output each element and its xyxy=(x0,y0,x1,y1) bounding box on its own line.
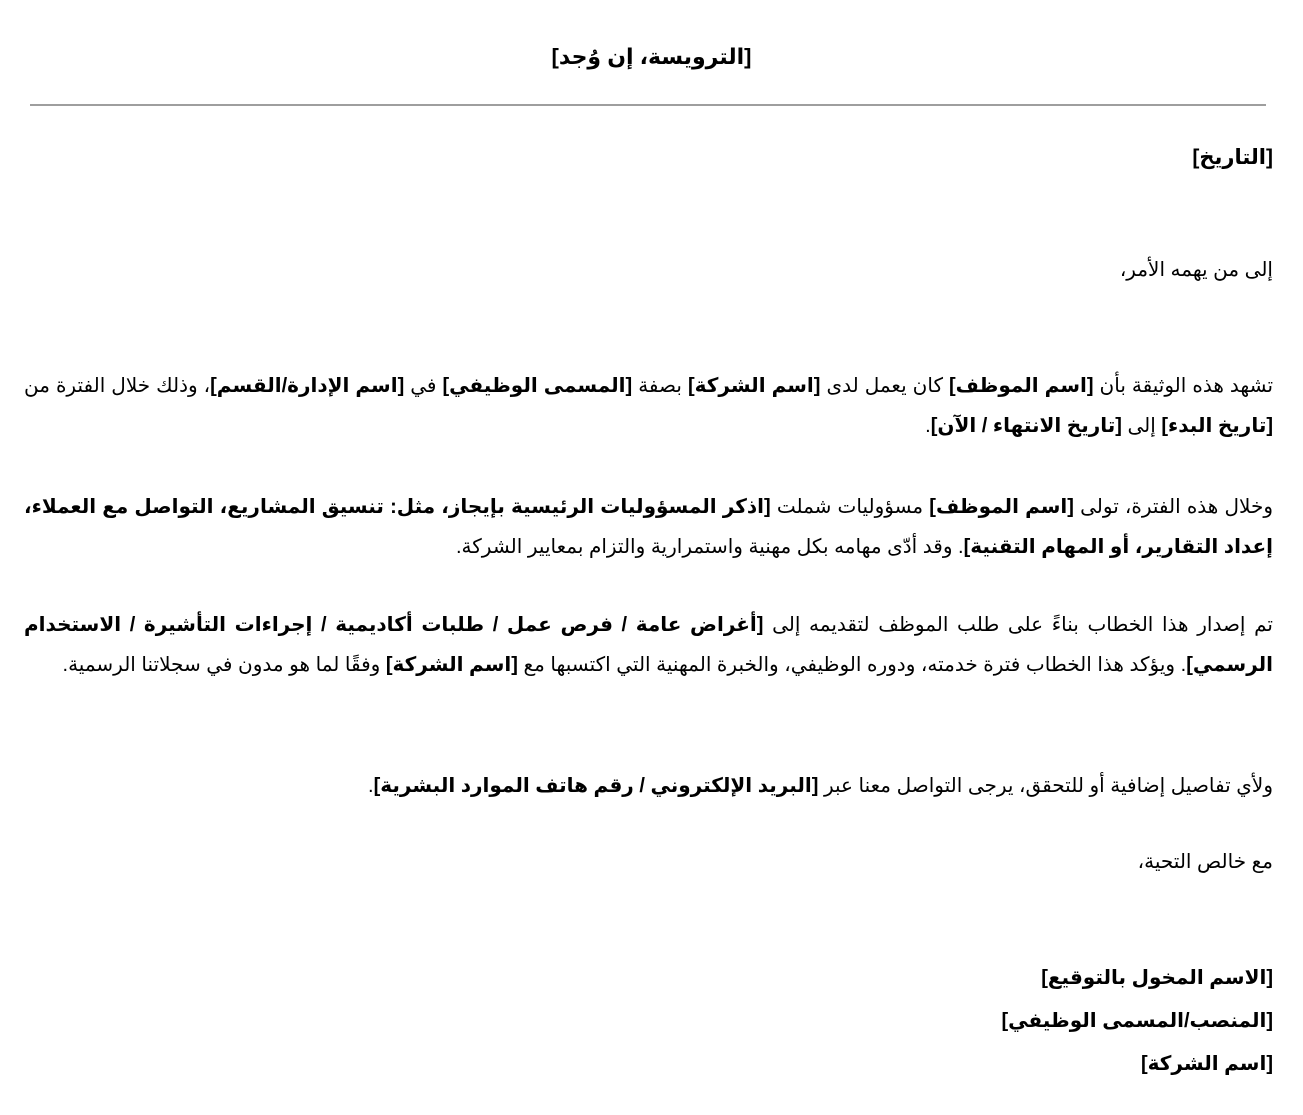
placeholder-purpose: [أغراض عامة / فرص عمل / طلبات أكاديمية / إجراءات التأشيرة / الاستخدام الرسمي] xyxy=(24,614,1273,676)
text-run: . xyxy=(368,775,374,797)
text-run: . xyxy=(925,415,931,437)
text-run: . وقد أدّى مهامه بكل مهنية واستمرارية والتزام بمعايير الشركة. xyxy=(456,536,964,558)
paragraph-contact xyxy=(24,766,1273,806)
paragraph-employment xyxy=(24,366,1273,446)
placeholder-hr-contact: [البريد الإلكتروني / رقم هاتف الموارد البشرية] xyxy=(373,775,819,797)
closing: مع خالص التحية، xyxy=(1137,851,1273,873)
placeholder-employee-name: [اسم الموظف] xyxy=(949,375,1094,397)
placeholder-company-name: [اسم الشركة] xyxy=(687,375,821,397)
placeholder-company-name: [اسم الشركة] xyxy=(385,654,518,676)
placeholder-responsibilities: [اذكر المسؤوليات الرئيسية بإيجاز، مثل: تنسيق المشاريع، التواصل مع العملاء، إعداد التقارير، أو المهام التقنية] xyxy=(24,496,1273,558)
text-run: تم إصدار هذا الخطاب بناءً على طلب الموظف لتقديمه إلى xyxy=(763,614,1273,636)
placeholder-department: [اسم الإدارة/القسم] xyxy=(210,375,405,397)
signatory-title: [المنصب/المسمى الوظيفي] xyxy=(1001,1010,1273,1032)
placeholder-job-title: [المسمى الوظيفي] xyxy=(442,375,633,397)
text-run: وفقًا لما هو مدون في سجلاتنا الرسمية. xyxy=(62,654,386,676)
text-run: إلى xyxy=(1121,415,1162,437)
header-divider xyxy=(30,104,1266,106)
placeholder-start-date: [تاريخ البدء] xyxy=(1161,415,1273,437)
text-run: مسؤوليات شملت xyxy=(770,496,930,518)
text-run: في xyxy=(404,375,443,397)
letterhead: [الترويسة، إن وُجد] xyxy=(551,44,752,69)
letter-date: [التاريخ] xyxy=(1192,146,1273,169)
signatory-company: [اسم الشركة] xyxy=(1140,1053,1273,1075)
paragraph-responsibilities xyxy=(24,487,1273,567)
signatory-name: [الاسم المخول بالتوقيع] xyxy=(1041,967,1273,989)
text-run: ، وذلك خلال الفترة من xyxy=(24,375,211,397)
text-run: تشهد هذه الوثيقة بأن xyxy=(1093,375,1274,397)
paragraph-purpose xyxy=(24,605,1273,685)
text-run: . ويؤكد هذا الخطاب فترة خدمته، ودوره الوظيفي، والخبرة المهنية التي اكتسبها مع xyxy=(517,654,1187,676)
text-run: بصفة xyxy=(632,375,688,397)
placeholder-end-date: [تاريخ الانتهاء / الآن] xyxy=(930,415,1122,437)
text-run: وخلال هذه الفترة، تولى xyxy=(1073,496,1273,518)
text-run: ولأي تفاصيل إضافية أو للتحقق، يرجى التواصل معنا عبر xyxy=(818,775,1273,797)
salutation: إلى من يهمه الأمر، xyxy=(1119,259,1273,281)
text-run: كان يعمل لدى xyxy=(820,375,949,397)
placeholder-employee-name: [اسم الموظف] xyxy=(929,496,1074,518)
